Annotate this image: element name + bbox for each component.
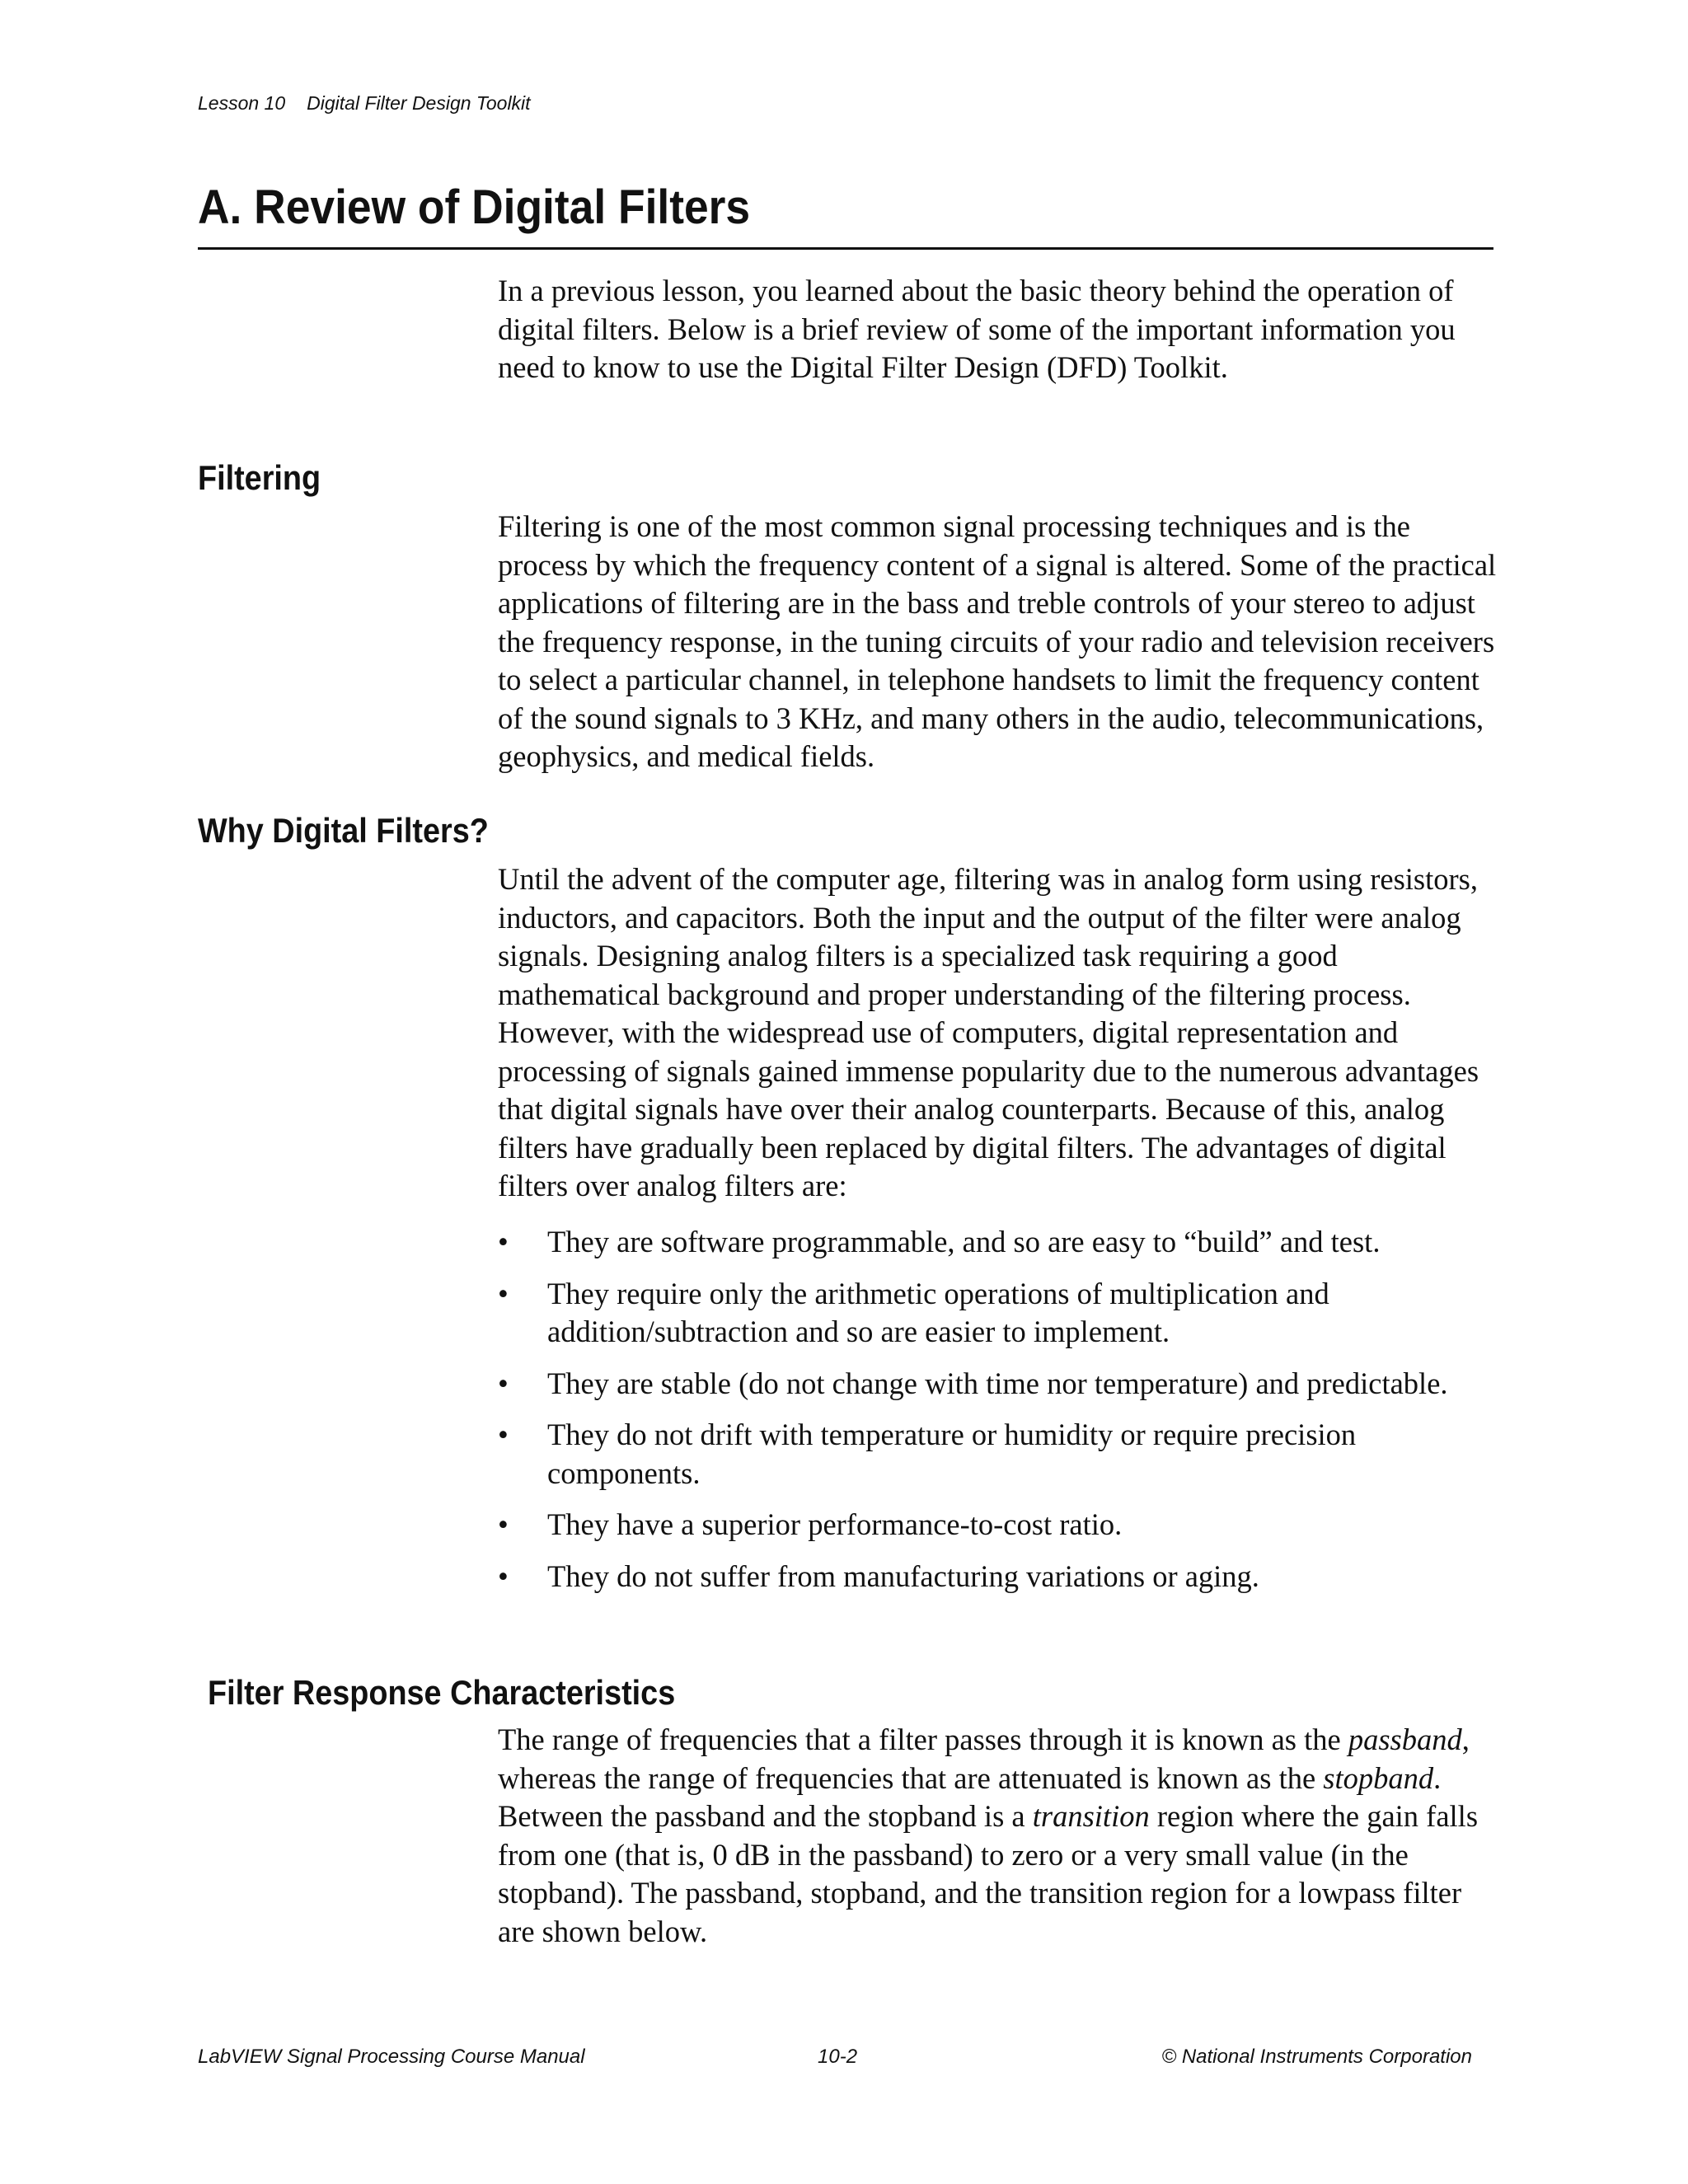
list-item-text: They require only the arithmetic operations of multiplication and addition/subtraction and so are easier to implement.: [547, 1276, 1329, 1348]
list-item-text: They are software programmable, and so are easy to “build” and test.: [547, 1225, 1381, 1258]
intro-paragraph: In a previous lesson, you learned about the basic theory behind the operation of digital filters. Below is a brief review of some of the important information you need to know to use the Digital Filter Design (DFD) Toolkit.: [498, 274, 1456, 384]
bullet-icon: •: [498, 1507, 509, 1541]
heading-why-digital-filters: Why Digital Filters?: [198, 811, 489, 850]
bullet-icon: •: [498, 1558, 509, 1593]
list-item-text: They do not drift with temperature or humidity or require precision components.: [547, 1418, 1357, 1490]
bullet-icon: •: [498, 1418, 509, 1451]
response-text-4: region where the gain falls from one (that is, 0 dB in the passband) to zero or a very small value (in the stopband). The passband, stopband, and the transition region for a lowpass filter are shown below.: [498, 1799, 1479, 1948]
list-item-text: They have a superior performance-to-cost ratio.: [547, 1507, 1123, 1541]
lesson-number: Lesson 10: [198, 92, 286, 114]
list-item-text: They do not suffer from manufacturing variations or aging.: [547, 1558, 1259, 1593]
footer-page-number: 10-2: [818, 2046, 858, 2068]
section-title: A. Review of Digital Filters: [198, 180, 751, 234]
term-passband: passband: [1348, 1722, 1462, 1756]
list-item-text: They are stable (do not change with time nor temperature) and predictable.: [547, 1366, 1448, 1400]
list-item: [498, 1558, 1499, 1596]
response-text-2: , whereas the range of frequencies that are attenuated is known as the: [498, 1722, 1470, 1795]
heading-filtering: Filtering: [198, 458, 321, 497]
list-item: [498, 1416, 1499, 1493]
filter-response-paragraph: [498, 1721, 1499, 1951]
term-stopband: stopband: [1323, 1760, 1434, 1795]
filtering-paragraph: Filtering is one of the most common signal processing techniques and is the process by which the frequency content of a signal is altered. Some of the practical applications of filtering are in the bass and treble controls of your stereo to adjust the frequency response, in the tuning circuits of your radio and television receivers to select a particular channel, in telephone handsets to limit the frequency content of the sound signals to 3 KHz, and many others in the audio, telecommunications, geophysics, and medical fields.: [498, 509, 1497, 773]
response-text-1: The range of frequencies that a filter passes through it is known as the: [498, 1722, 1348, 1756]
list-item: [498, 1365, 1499, 1404]
running-head: [198, 92, 531, 115]
list-item: [498, 1223, 1499, 1262]
list-item: [498, 1506, 1499, 1544]
lesson-title: Digital Filter Design Toolkit: [307, 92, 531, 114]
section-title-rule: [198, 247, 1493, 250]
bullet-icon: •: [498, 1276, 509, 1310]
footer-manual-title: LabVIEW Signal Processing Course Manual: [198, 2046, 585, 2068]
bullet-icon: •: [498, 1366, 509, 1400]
response-text-3: . Between the passband and the stopband is a: [498, 1760, 1442, 1833]
footer-copyright: © National Instruments Corporation: [1161, 2046, 1472, 2068]
advantages-list: [498, 1223, 1499, 1609]
heading-filter-response: Filter Response Characteristics: [208, 1673, 676, 1712]
bullet-icon: •: [498, 1225, 509, 1258]
list-item: [498, 1275, 1499, 1352]
why-digital-paragraph: Until the advent of the computer age, filtering was in analog form using resistors, inductors, and capacitors. Both the input and the output of the filter were analog signals. Designing analog filters is a specialized task requiring a good mathematical background and proper understanding of the filtering process. However, with the widespread use of computers, digital representation and processing of signals gained immense popularity due to the numerous advantages that digital signals have over their analog counterparts. Because of this, analog filters have gradually been replaced by digital filters. The advantages of digital filters over analog filters are:: [498, 862, 1479, 1202]
term-transition: transition: [1032, 1799, 1150, 1833]
